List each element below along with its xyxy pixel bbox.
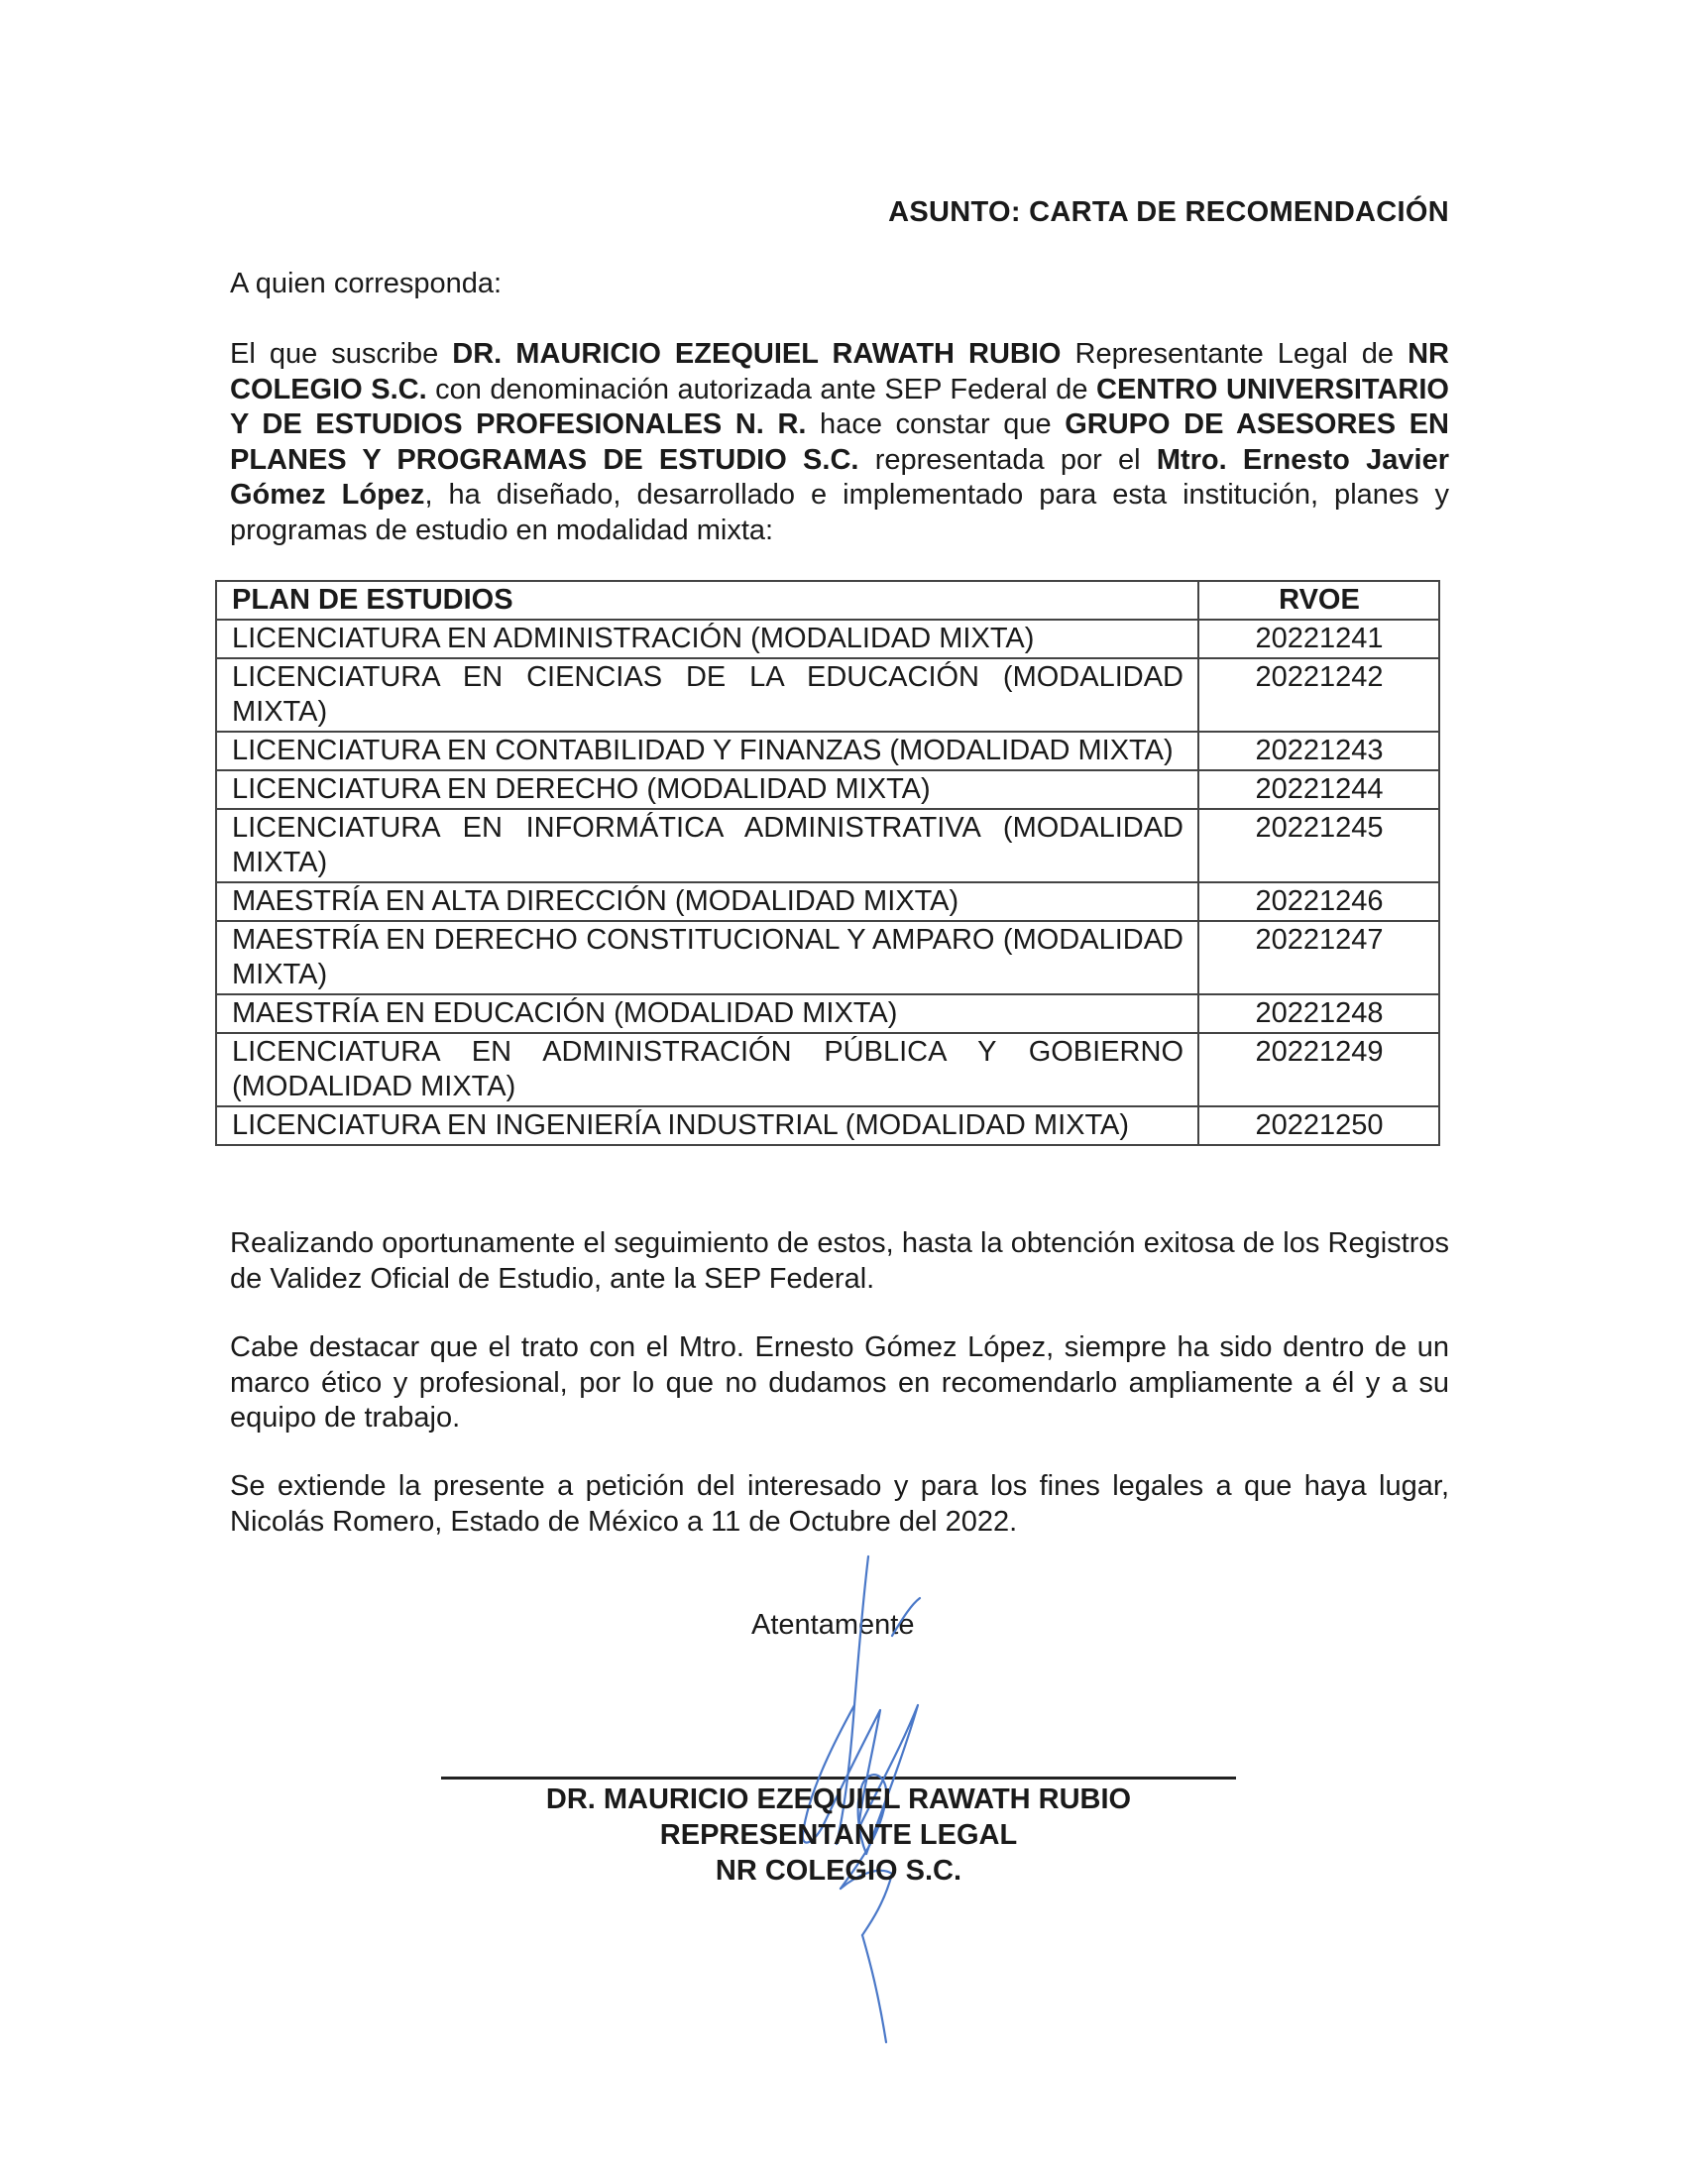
rvoe-cell: 20221249 xyxy=(1198,1033,1439,1106)
recommendation-paragraph: Cabe destacar que el trato con el Mtro. Ernesto Gómez López, siempre ha sido dentro de un marco ético y profesional, por lo que no dudamos en recomendarlo ampliamente a él y a su equipo de trabajo. xyxy=(230,1331,1449,1434)
plans-table xyxy=(215,580,1440,1146)
intro-text-4: hace constar que xyxy=(806,408,1066,440)
intro-advisor-name: Mtro. Ernesto Javier Gómez López xyxy=(230,443,1449,511)
table-row xyxy=(216,732,1439,770)
table-header-row xyxy=(216,581,1439,620)
followup-paragraph: Realizando oportunamente el seguimiento de estos, hasta la obtención exitosa de los Registros de Validez Oficial de Estudio, ante la SEP Federal. xyxy=(230,1227,1449,1295)
plan-cell: LICENCIATURA EN CONTABILIDAD Y FINANZAS (MODALIDAD MIXTA) xyxy=(216,732,1198,770)
header-rvoe: RVOE xyxy=(1198,581,1439,620)
plan-cell: LICENCIATURA EN DERECHO (MODALIDAD MIXTA) xyxy=(216,770,1198,809)
intro-text-5: representada por el xyxy=(858,443,1157,476)
rvoe-cell: 20221245 xyxy=(1198,809,1439,882)
intro-text-6: , ha diseñado, desarrollado e implementado para esta institución, planes y programas de estudio en modalidad mixta: xyxy=(230,479,1449,546)
table-row xyxy=(216,994,1439,1033)
rvoe-cell: 20221247 xyxy=(1198,921,1439,994)
subject-line: ASUNTO: CARTA DE RECOMENDACIÓN xyxy=(888,196,1449,228)
intro-paragraph xyxy=(230,337,1449,548)
table-row xyxy=(216,882,1439,921)
intro-advisor-group: GRUPO DE ASESORES EN PLANES Y PROGRAMAS DE ESTUDIO S.C. xyxy=(230,408,1449,476)
table-row xyxy=(216,620,1439,658)
intro-text-1: El que suscribe xyxy=(230,338,453,370)
plan-cell: LICENCIATURA EN CIENCIAS DE LA EDUCACIÓN (MODALIDAD MIXTA) xyxy=(216,658,1198,732)
intro-org-name: NR COLEGIO S.C. xyxy=(230,338,1449,405)
header-plan: PLAN DE ESTUDIOS xyxy=(216,581,1198,620)
plan-cell: MAESTRÍA EN EDUCACIÓN (MODALIDAD MIXTA) xyxy=(216,994,1198,1033)
signer-name: DR. MAURICIO EZEQUIEL RAWATH RUBIO xyxy=(545,1783,1132,1815)
greeting: A quien corresponda: xyxy=(230,268,503,299)
signer-org: NR COLEGIO S.C. xyxy=(715,1855,962,1887)
intro-signer-name: DR. MAURICIO EZEQUIEL RAWATH RUBIO xyxy=(452,338,1062,370)
plan-cell: MAESTRÍA EN ALTA DIRECCIÓN (MODALIDAD MIXTA) xyxy=(216,882,1198,921)
closing-paragraph: Se extiende la presente a petición del interesado y para los fines legales a que haya lugar, Nicolás Romero, Estado de México a 11 de Octubre del 2022. xyxy=(230,1470,1449,1538)
plan-cell: LICENCIATURA EN INFORMÁTICA ADMINISTRATIVA (MODALIDAD MIXTA) xyxy=(216,809,1198,882)
plan-cell: LICENCIATURA EN ADMINISTRACIÓN (MODALIDAD MIXTA) xyxy=(216,620,1198,658)
table-row xyxy=(216,658,1439,732)
intro-text-2: Representante Legal de xyxy=(1061,338,1408,370)
table-row xyxy=(216,1033,1439,1106)
rvoe-cell: 20221244 xyxy=(1198,770,1439,809)
signer-block xyxy=(441,1782,1236,1889)
rvoe-cell: 20221242 xyxy=(1198,658,1439,732)
table-row xyxy=(216,921,1439,994)
plan-cell: LICENCIATURA EN INGENIERÍA INDUSTRIAL (MODALIDAD MIXTA) xyxy=(216,1106,1198,1145)
rvoe-cell: 20221241 xyxy=(1198,620,1439,658)
intro-university-name: CENTRO UNIVERSITARIO Y DE ESTUDIOS PROFESIONALES N. R. xyxy=(230,373,1449,440)
rvoe-cell: 20221250 xyxy=(1198,1106,1439,1145)
plan-cell: LICENCIATURA EN ADMINISTRACIÓN PÚBLICA Y GOBIERNO (MODALIDAD MIXTA) xyxy=(216,1033,1198,1106)
table-row xyxy=(216,770,1439,809)
rvoe-cell: 20221248 xyxy=(1198,994,1439,1033)
closing-salutation: Atentamente xyxy=(751,1609,915,1641)
rvoe-cell: 20221246 xyxy=(1198,882,1439,921)
intro-text-3: con denominación autorizada ante SEP Federal de xyxy=(426,373,1096,405)
table-row xyxy=(216,1106,1439,1145)
plan-cell: MAESTRÍA EN DERECHO CONSTITUCIONAL Y AMPARO (MODALIDAD MIXTA) xyxy=(216,921,1198,994)
signer-title: REPRESENTANTE LEGAL xyxy=(659,1819,1018,1851)
table-row xyxy=(216,809,1439,882)
rvoe-cell: 20221243 xyxy=(1198,732,1439,770)
